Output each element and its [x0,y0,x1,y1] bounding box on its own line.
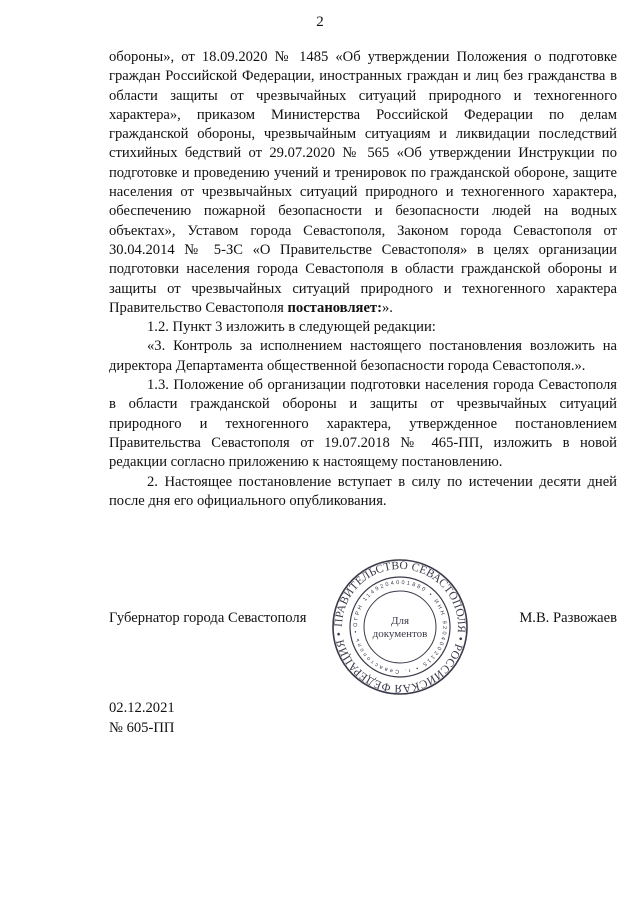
official-seal-stamp [330,557,470,697]
paragraph-1-text: обороны», от 18.09.2020 № 1485 «Об утверждении Положения о подготовке граждан Российской Федерации, иностранных граждан и лиц без гражданства в области защиты от чрезвычайных ситуаций природного и техногенного характера», приказом Министерства Российской Федерации по делам гражданской обороны, чрезвычайным ситуациям и ликвидации последствий стихийных бедствий от 29.07.2020 № 565 «Об утверждении Инструкции по подготовке и проведению учений и тренировок по гражданской обороне, защите населения от чрезвычайных ситуаций природного и техногенного характера, обеспечению пожарной безопасности и безопасности людей на водных объектах», Уставом города Севастополя, Законом города Севастополя от 30.04.2014 № 5-ЗС «О Правительстве Севастополя» в целях организации подготовки населения города Севастополя в области гражданской обороны и защиты от чрезвычайных ситуаций природного и техногенного характера Правительство Севастополя [109,49,617,316]
seal-inner-text: ОГРН 1149204001880 • ИНН 9204002115 • г. Севастополь • [352,579,448,675]
paragraph-1-tail: ». [381,299,393,316]
document-date: 02.12.2021 [109,700,175,716]
document-number: № 605-ПП [109,720,175,736]
seal-center-line-1: Для [390,615,410,627]
seal-middle-ring [350,577,450,677]
seal-center-line-2: документов [372,628,428,640]
resolution-keyword: постановляет: [287,299,382,316]
document-body [109,48,617,511]
body-paragraph-2: 1.2. Пункт 3 изложить в следующей редакции: [147,319,436,336]
body-paragraph-1 [109,48,617,318]
body-paragraph-5: 2. Настоящее постановление вступает в силу по истечении десяти дней после дня его официального опубликования. [109,473,617,509]
body-paragraph-4: 1.3. Положение об организации подготовки населения города Севастополя в области гражданской обороны и защиты от чрезвычайных ситуаций природного и техногенного характера, утвержденное постановлением Правительства Севастополя от 19.07.2018 № 465-ПП, изложить в новой редакции согласно приложению к настоящему постановлению. [109,377,617,471]
body-paragraph-3: «3. Контроль за исполнением настоящего постановления возложить на директора Департамента общественной безопасности города Севастополя.». [109,338,617,374]
page-number: 2 [316,14,324,30]
seal-outer-text: ПРАВИТЕЛЬСТВО СЕВАСТОПОЛЯ • РОССИЙСКАЯ ФЕДЕРАЦИЯ • [332,559,468,695]
seal-inner-ring [364,591,436,663]
signatory-position: Губернатор города Севастополя [109,610,307,626]
document-footer [109,698,175,738]
signatory-name: М.В. Развожаев [519,610,617,626]
